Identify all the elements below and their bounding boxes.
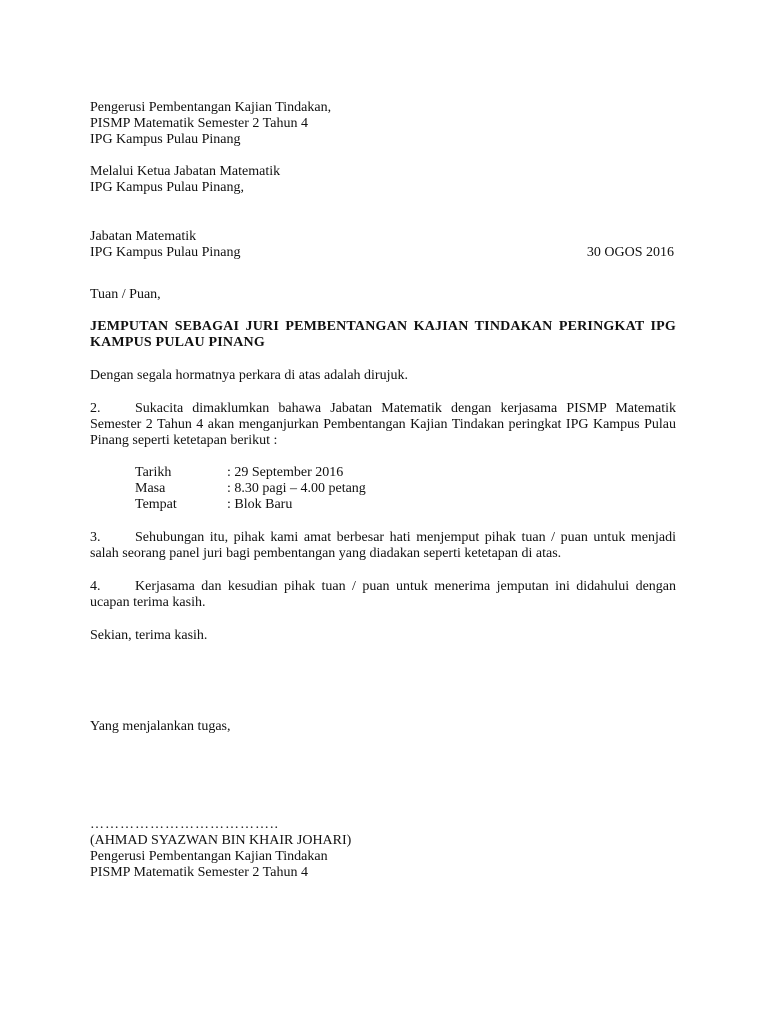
sender-date-row [90, 245, 674, 261]
detail-value-place: : Blok Baru [227, 497, 293, 512]
sender-line-1: Jabatan Matematik [90, 229, 197, 244]
signatory-name: (AHMAD SYAZWAN BIN KHAIR JOHARI) [90, 833, 352, 848]
paragraph-2-text: Sukacita dimaklumkan bahawa Jabatan Matematik dengan kerjasama PISMP Matematik Semester 2 Tahun 4 akan menganjurkan Pembentangan Kajian Tindakan peringkat IPG Kampus Pulau Pinang seperti ketetapan berikut : [90, 401, 676, 448]
paragraph-4-number: 4. [90, 579, 101, 594]
detail-label-time: Masa [135, 481, 166, 496]
detail-label-date: Tarikh [135, 465, 172, 480]
paragraph-3 [90, 530, 676, 562]
via-address [90, 164, 676, 196]
detail-label-place: Tempat [135, 497, 177, 512]
event-details [135, 465, 676, 513]
via-line-2: IPG Kampus Pulau Pinang, [90, 180, 244, 195]
sender-line-2: IPG Kampus Pulau Pinang [90, 245, 241, 260]
closing: Sekian, terima kasih. [90, 628, 208, 643]
intro-paragraph: Dengan segala hormatnya perkara di atas adalah dirujuk. [90, 368, 408, 383]
paragraph-4-text: Kerjasama dan kesudian pihak tuan / puan untuk menerima jemputan ini didahului dengan ucapan terima kasih. [90, 579, 676, 610]
signoff: Yang menjalankan tugas, [90, 719, 231, 734]
detail-row-time [135, 481, 676, 497]
signature-line: ……………………………….. [90, 817, 279, 832]
letter-subject: JEMPUTAN SEBAGAI JURI PEMBENTANGAN KAJIAN TINDAKAN PERINGKAT IPG KAMPUS PULAU PINANG [90, 319, 676, 350]
signature-block [90, 817, 676, 881]
signatory-title-1: Pengerusi Pembentangan Kajian Tindakan [90, 849, 328, 864]
salutation: Tuan / Puan, [90, 287, 161, 302]
paragraph-3-text: Sehubungan itu, pihak kami amat berbesar hati menjemput pihak tuan / puan untuk menjadi salah seorang panel juri bagi pembentangan yang diadakan seperti ketetapan di atas. [90, 530, 676, 561]
signatory-title-2: PISMP Matematik Semester 2 Tahun 4 [90, 865, 308, 880]
via-line-1: Melalui Ketua Jabatan Matematik [90, 164, 281, 179]
detail-row-place [135, 497, 676, 513]
detail-value-time: : 8.30 pagi – 4.00 petang [227, 481, 366, 496]
detail-value-date: : 29 September 2016 [227, 465, 344, 480]
paragraph-4 [90, 579, 676, 611]
recipient-line-3: IPG Kampus Pulau Pinang [90, 132, 241, 147]
sender-address [90, 229, 676, 261]
recipient-address [90, 100, 676, 148]
paragraph-2-number: 2. [90, 401, 101, 416]
detail-row-date [135, 465, 676, 481]
paragraph-3-number: 3. [90, 530, 101, 545]
paragraph-2 [90, 401, 676, 449]
recipient-line-1: Pengerusi Pembentangan Kajian Tindakan, [90, 100, 332, 115]
letter-page [90, 100, 676, 881]
letter-date: 30 OGOS 2016 [586, 245, 674, 260]
recipient-line-2: PISMP Matematik Semester 2 Tahun 4 [90, 116, 308, 131]
